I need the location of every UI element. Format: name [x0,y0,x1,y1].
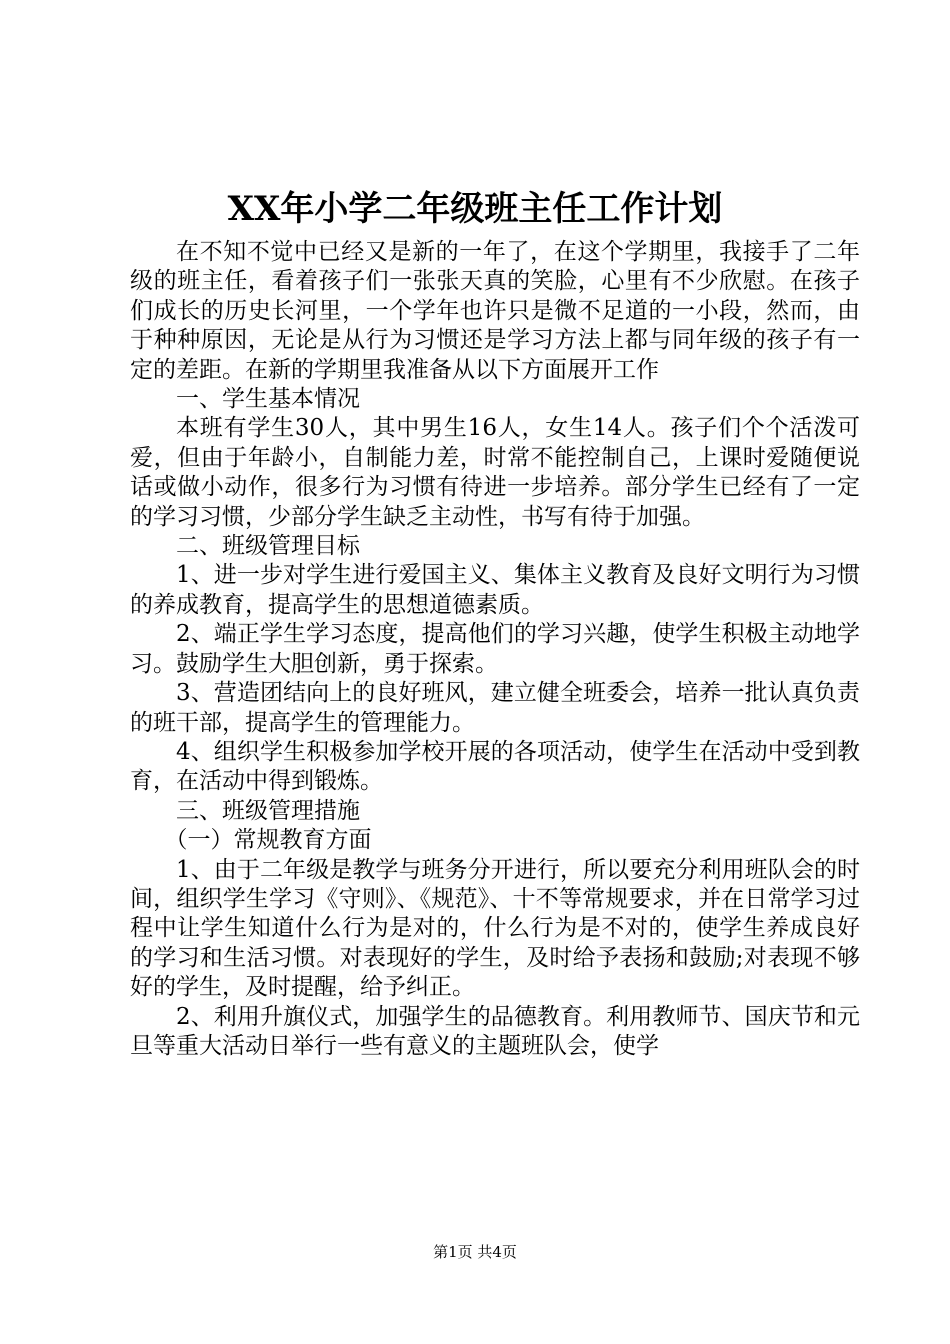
page-number-footer: 第1页 共4页 [433,1243,517,1261]
section-heading-student-situation: 一、学生基本情况 [176,386,360,413]
goal-item-2: 2、端正学生学习态度，提高他们的学习兴趣，使学生积极主动地学习。鼓励学生大胆创新，勇于探索。 [130,621,860,677]
document-title: XX年小学二年级班主任工作计划 [227,189,723,229]
intro-paragraph: 在不知不觉中已经又是新的一年了，在这个学期里，我接手了二年级的班主任，看着孩子们一张张天真的笑脸，心里有不少欣慰。在孩子们成长的历史长河里，一个学年也许只是微不足道的一小段，然而，由于种种原因，无论是从行为习惯还是学习方法上都与同年级的孩子有一定的差距。在新的学期里我准备从以下方面展开工作 [130,239,860,383]
document-body [130,238,860,1061]
goal-item-1: 1、进一步对学生进行爱国主义、集体主义教育及良好文明行为习惯的养成教育，提高学生的思想道德素质。 [130,562,860,618]
measure-item-1: 1、由于二年级是教学与班务分开进行，所以要充分利用班队会的时间，组织学生学习《守则》、《规范》、十不等常规要求，并在日常学习过程中让学生知道什么行为是对的，什么行为是不对的，使学生养成良好的学习和生活习惯。对表现好的学生，及时给予表扬和鼓励;对表现不够好的学生，及时提醒，给予纠正。 [130,856,860,1001]
section-heading-management-goals: 二、班级管理目标 [176,533,360,560]
section-heading-management-measures: 三、班级管理措施 [176,797,360,824]
goal-item-4: 4、组织学生积极参加学校开展的各项活动，使学生在活动中受到教育，在活动中得到锻炼。 [130,738,860,795]
subsection-heading-routine-education: （一）常规教育方面 [164,827,372,854]
goal-item-3: 3、营造团结向上的良好班风，建立健全班委会，培养一批认真负责的班干部，提高学生的管理能力。 [130,680,860,736]
measure-item-2: 2、利用升旗仪式，加强学生的品德教育。利用教师节、国庆节和元旦等重大活动日举行一些有意义的主题班队会，使学 [130,1003,860,1059]
student-situation-paragraph: 本班有学生30人，其中男生16人，女生14人。孩子们个个活泼可爱，但由于年龄小，自制能力差，时常不能控制自己，上课时爱随便说话或做小动作，很多行为习惯有待进一步培养。部分学生已经有了一定的学习习惯，少部分学生缺乏主动性，书写有待于加强。 [130,415,860,530]
